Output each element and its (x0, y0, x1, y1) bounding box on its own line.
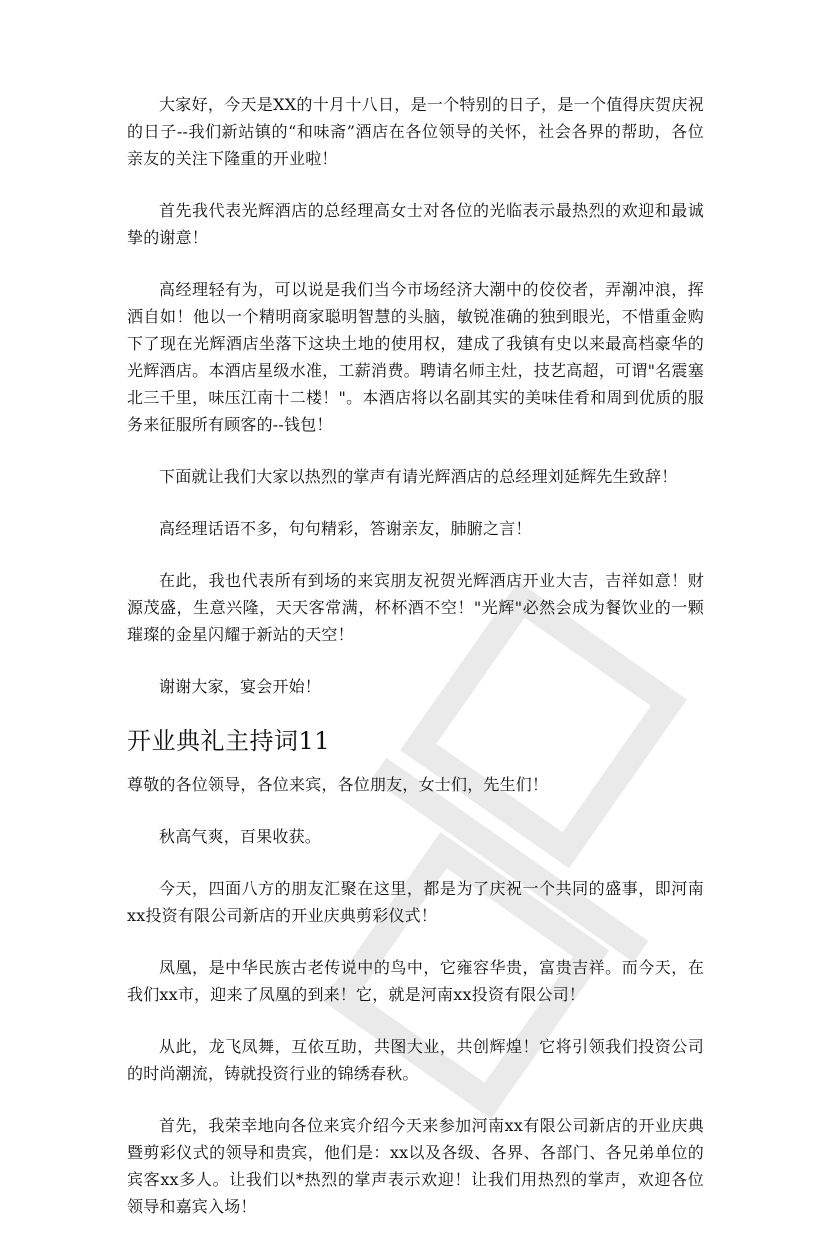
paragraph: 秋高气爽，百果收获。 (159, 827, 322, 846)
document-body (127, 91, 704, 1245)
paragraph: 首先，我荣幸地向各位来宾介绍今天来参加河南xx有限公司新店的开业庆典暨剪彩仪式的领导和贵宾，他们是：xx以及各级、各界、各部门、各兄弟单位的宾客xx多人。让我们以*热烈的掌声表示欢迎！让我们用热烈的掌声，欢迎各位领导和嘉宾入场！ (127, 1116, 704, 1216)
paragraph: 在此，我也代表所有到场的来宾朋友祝贺光辉酒店开业大吉，吉祥如意！财源茂盛，生意兴隆，天天客常满，杯杯酒不空！"光辉"必然会成为餐饮业的一颗璀璨的金星闪耀于新站的天空！ (127, 571, 704, 644)
paragraph: 凤凰，是中华民族古老传说中的鸟中，它雍容华贵，富贵吉祥。而今天，在我们xx市，迎来了凤凰的到来！它，就是河南xx投资有限公司！ (127, 958, 704, 1004)
paragraph: 大家好，今天是XX的十月十八日，是一个特别的日子，是一个值得庆贺庆祝的日子--我们新站镇的“和味斋”酒店在各位领导的关怀，社会各界的帮助，各位亲友的关注下隆重的开业啦！ (127, 95, 704, 168)
greeting-paragraph: 尊敬的各位领导，各位来宾，各位朋友，女士们，先生们！ (127, 775, 549, 794)
paragraph: 高经理话语不多，句句精彩，答谢亲友，肺腑之言！ (159, 519, 532, 538)
paragraph: 高经理轻有为，可以说是我们当今市场经济大潮中的佼佼者，弄潮冲浪，挥洒自如！他以一个精明商家聪明智慧的头脑，敏锐准确的独到眼光，不惜重金购下了现在光辉酒店坐落下这块土地的使用权，建成了我镇有史以来最高档豪华的光辉酒店。本酒店星级水准，工薪消费。聘请名师主灶，技艺高超，可谓"名震塞北三千里，味压江南十二楼！"。本酒店将以名副其实的美味佳肴和周到优质的服务来征服所有顾客的--钱包！ (127, 280, 704, 434)
section-heading: 开业典礼主持词11 (127, 727, 331, 755)
paragraph: 从此，龙飞凤舞，互依互助，共图大业，共创辉煌！它将引领我们投资公司的时尚潮流，铸就投资行业的锦绣春秋。 (127, 1037, 704, 1083)
paragraph: 谢谢大家，宴会开始！ (159, 677, 322, 696)
paragraph: 首先我代表光辉酒店的总经理高女士对各位的光临表示最热烈的欢迎和最诚挚的谢意！ (127, 201, 704, 247)
paragraph: 下面就让我们大家以热烈的掌声有请光辉酒店的总经理刘延辉先生致辞！ (159, 467, 678, 486)
paragraph: 今天，四面八方的朋友汇聚在这里，都是为了庆祝一个共同的盛事，即河南xx投资有限公司新店的开业庆典剪彩仪式！ (127, 879, 704, 925)
